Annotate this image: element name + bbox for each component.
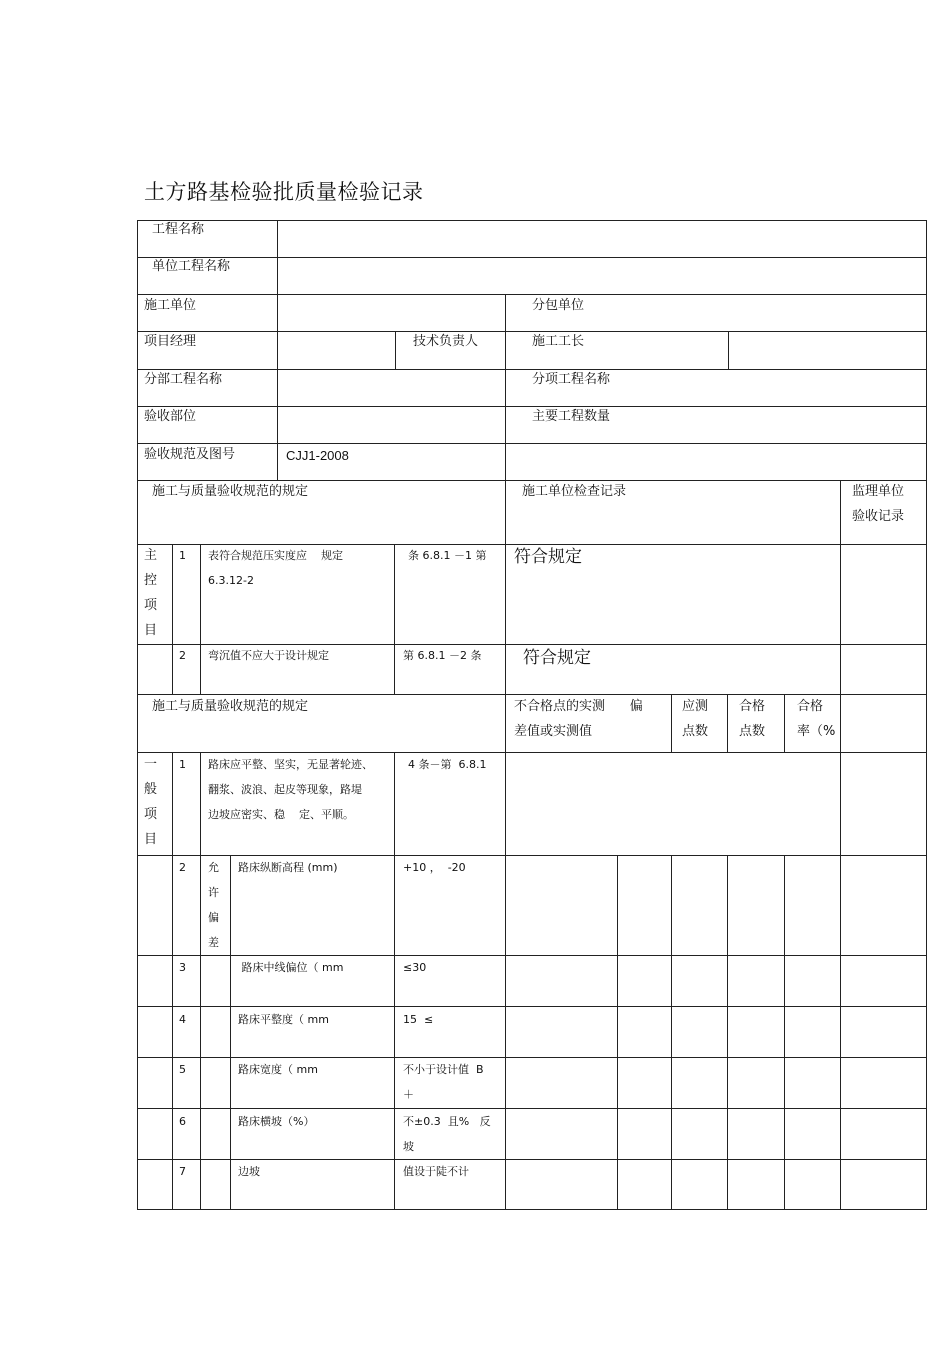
col-divider [395,331,396,369]
label-technical-lead: 技术负责人 [413,334,479,349]
col-divider [784,694,785,752]
col-divider [784,855,785,1210]
col-divider [200,544,201,694]
main-row-1-no: 1 [179,549,186,562]
main-row-2-desc: 弯沉值不应大于设计规定 [208,649,329,662]
col-divider [671,694,672,752]
col-divider [840,694,841,1210]
table-border-top [137,220,927,221]
general-row-3-no: 3 [179,961,186,974]
general-row-1-ref: 4 条－第 6.8.1 [408,758,487,771]
label-acceptance-part: 验收部位 [144,409,197,424]
col-header-spec-2: 施工与质量验收规范的规定 [152,699,309,714]
general-row-6-desc: 路床横坡（%） [238,1115,315,1128]
label-project-name: 工程名称 [152,222,205,237]
col-divider [505,544,506,694]
col-divider [172,752,173,1210]
general-row-7-ref: 值设于陡不计 [403,1165,469,1178]
general-row-4-desc: 路床平整度（ mm [238,1013,329,1026]
general-row-1-no: 1 [179,758,186,771]
label-main-quantity: 主要工程数量 [532,409,611,424]
col-divider [394,544,395,694]
general-row-2-ref: +10 ， -20 [403,861,466,874]
label-spec: 验收规范及图号 [144,447,236,462]
general-row-6-ref: 不±0.3 且% 反 坡 [403,1115,491,1153]
col-divider [671,855,672,1210]
label-subcontract-unit: 分包单位 [532,298,585,313]
label-division-name: 分部工程名称 [144,372,223,387]
general-row-7-desc: 边坡 [238,1165,260,1178]
col-divider [505,480,506,544]
col-header-supervisor: 监理单位 验收记录 [852,484,905,524]
label-unit-project-name: 单位工程名称 [152,259,231,274]
col-header-spec: 施工与质量验收规范的规定 [152,484,309,499]
spec-value: CJJ1-2008 [286,448,349,463]
general-row-3-desc: 路床中线偏位（ mm [238,961,344,974]
label-project-manager: 项目经理 [144,334,197,349]
general-row-7-no: 7 [179,1165,186,1178]
label-allowed-deviation: 允 许 偏 差 [208,861,219,949]
col-divider [172,544,173,694]
general-row-4-no: 4 [179,1013,186,1026]
col-header-pass-rate: 合格 率（% [797,699,836,739]
col-header-points: 应测 点数 [682,699,709,739]
col-divider [505,752,506,1210]
main-row-1-desc: 表符合规范压实度应 规定 6.3.12-2 [208,549,343,587]
main-row-1-result: 符合规定 [514,547,582,567]
general-row-5-ref: 不小于设计值 B ＋ [403,1063,484,1101]
col-divider [840,480,841,694]
col-header-pass-points: 合格 点数 [739,699,766,739]
main-row-2-no: 2 [179,649,186,662]
col-divider [277,220,278,480]
table-border-right [926,220,927,1210]
general-row-1-desc: 路床应平整、坚实，无显著轮迹、 翻浆、波浪、起皮等现象，路堤 边坡应密实、稳 定、平顺。 [208,758,373,821]
col-divider [727,694,728,752]
col-divider [505,294,506,480]
main-row-1-ref: 条 6.8.1 －1 第 [408,549,487,562]
label-foreman: 施工工长 [532,334,585,349]
table-border-left [137,220,138,1210]
general-row-5-no: 5 [179,1063,186,1076]
page-title: 土方路基检验批质量检验记录 [144,180,424,204]
col-divider [230,855,231,1210]
general-row-6-no: 6 [179,1115,186,1128]
col-divider [727,855,728,1210]
general-row-2-desc: 路床纵断高程 (mm) [238,861,338,874]
general-row-3-ref: ≤30 [403,961,427,974]
col-divider [728,331,729,369]
col-divider [617,855,618,1210]
main-row-2-result: 符合规定 [523,648,591,668]
col-header-check: 施工单位检查记录 [522,484,627,499]
label-subitem-name: 分项工程名称 [532,372,611,387]
group-main-items: 主 控 项 目 [144,548,158,638]
col-divider [394,752,395,1210]
row-divider [137,257,927,258]
main-row-2-ref: 第 6.8.1 －2 条 [403,649,482,662]
group-general-items: 一 般 项 目 [144,757,158,847]
table-border-bottom [137,1209,927,1210]
label-construction-unit: 施工单位 [144,298,197,313]
general-row-4-ref: 15 ≤ [403,1013,434,1026]
col-header-deviation: 不合格点的实测 偏 差值或实测值 [514,699,643,739]
row-divider [137,443,927,444]
general-row-2-no: 2 [179,861,186,874]
col-divider [200,752,201,1210]
col-divider [505,694,506,752]
general-row-5-desc: 路床宽度（ mm [238,1063,318,1076]
